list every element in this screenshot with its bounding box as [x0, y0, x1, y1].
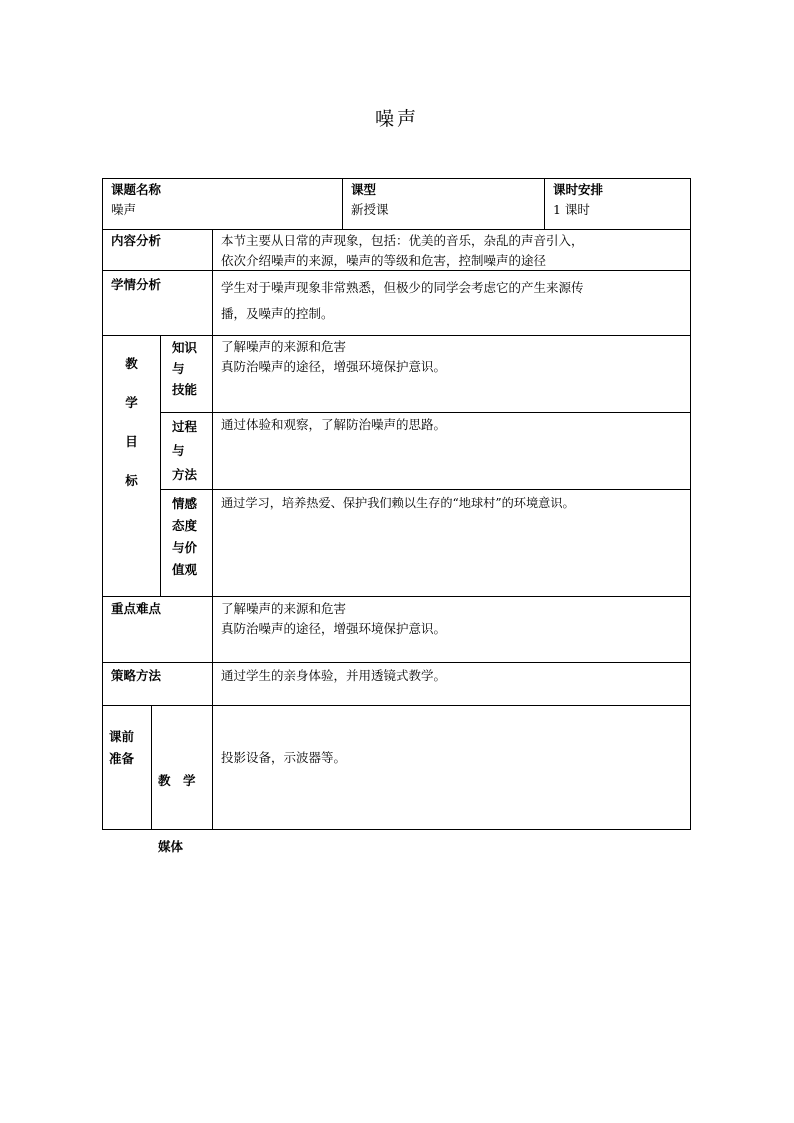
content-analysis-line2: 依次介绍噪声的来源，噪声的等级和危害，控制噪声的途径	[221, 253, 547, 268]
sub-label-line: 与	[172, 443, 185, 458]
student-analysis-line1: 学生对于噪声现象非常熟悉，但极少的同学会考虑它的产生来源传	[221, 280, 584, 295]
sub-label-line: 过程	[172, 419, 198, 434]
lesson-plan-table	[102, 178, 691, 854]
strategy-label: 策略方法	[102, 662, 213, 706]
objective-attitude-label	[160, 489, 213, 597]
strategy-text	[212, 662, 691, 706]
objectives-label-char: 标	[125, 473, 138, 488]
objective-process-text	[212, 412, 691, 490]
media-label	[151, 705, 213, 854]
content-analysis-text	[212, 229, 691, 271]
objective-attitude-line1: 通过学习，培养热爱、保护我们赖以生存的“地球村”的环境意识。	[221, 496, 575, 510]
preparation-text	[212, 705, 691, 830]
document-title: 噪声	[374, 108, 419, 130]
content-analysis-line1: 本节主要从日常的声现象，包括：优美的音乐，杂乱的声音引入，	[221, 233, 584, 248]
sub-label-line: 情感	[172, 496, 198, 511]
preparation-label	[102, 705, 152, 830]
key-points-line1: 了解噪声的来源和危害	[221, 601, 347, 616]
type-cell	[342, 178, 545, 230]
preparation-value: 投影设备，示波器等。	[221, 750, 347, 765]
preparation-label-line: 课前	[109, 729, 135, 744]
topic-cell	[102, 178, 343, 230]
objective-knowledge-line1: 了解噪声的来源和危害	[221, 339, 347, 354]
topic-label: 课题名称	[111, 182, 162, 197]
key-points-label: 重点难点	[102, 596, 213, 663]
objective-knowledge-text	[212, 335, 691, 413]
sub-label-line: 技能	[172, 382, 198, 397]
sub-label-line: 态度	[172, 518, 198, 533]
objective-knowledge-line2: 真防治噪声的途径，增强环境保护意识。	[221, 359, 447, 374]
sub-label-line: 方法	[172, 467, 198, 482]
type-value: 新授课	[351, 202, 389, 217]
content-analysis-label: 内容分析	[102, 229, 213, 271]
hours-cell	[544, 178, 691, 230]
type-label: 课型	[351, 182, 377, 197]
key-points-line2: 真防治噪声的途径，增强环境保护意识。	[221, 621, 447, 636]
media-label-line: 教 学	[158, 773, 196, 788]
objectives-label-char: 学	[125, 395, 138, 410]
sub-label-line: 知识	[172, 340, 198, 355]
objectives-label	[102, 335, 161, 597]
sub-label-line: 值观	[172, 562, 198, 577]
sub-label-line: 与价	[172, 540, 198, 555]
objective-attitude-text	[212, 489, 691, 597]
student-analysis-label: 学情分析	[102, 270, 213, 336]
objective-process-label	[160, 412, 213, 490]
sub-label-line: 与	[172, 361, 185, 376]
objectives-label-char: 教	[125, 356, 138, 371]
topic-value: 噪声	[111, 202, 137, 217]
preparation-label-line: 准备	[109, 751, 135, 766]
hours-value: 1 课时	[553, 202, 590, 217]
student-analysis-line2: 播，及噪声的控制。	[221, 306, 334, 321]
media-label-line: 媒体	[158, 839, 184, 854]
objective-knowledge-label	[160, 335, 213, 413]
student-analysis-text	[212, 270, 691, 336]
key-points-text	[212, 596, 691, 663]
hours-label: 课时安排	[553, 182, 604, 197]
objectives-label-char: 目	[125, 434, 138, 449]
objective-process-line1: 通过体验和观察，了解防治噪声的思路。	[221, 417, 447, 432]
strategy-line1: 通过学生的亲身体验，并用透镜式教学。	[221, 668, 447, 683]
